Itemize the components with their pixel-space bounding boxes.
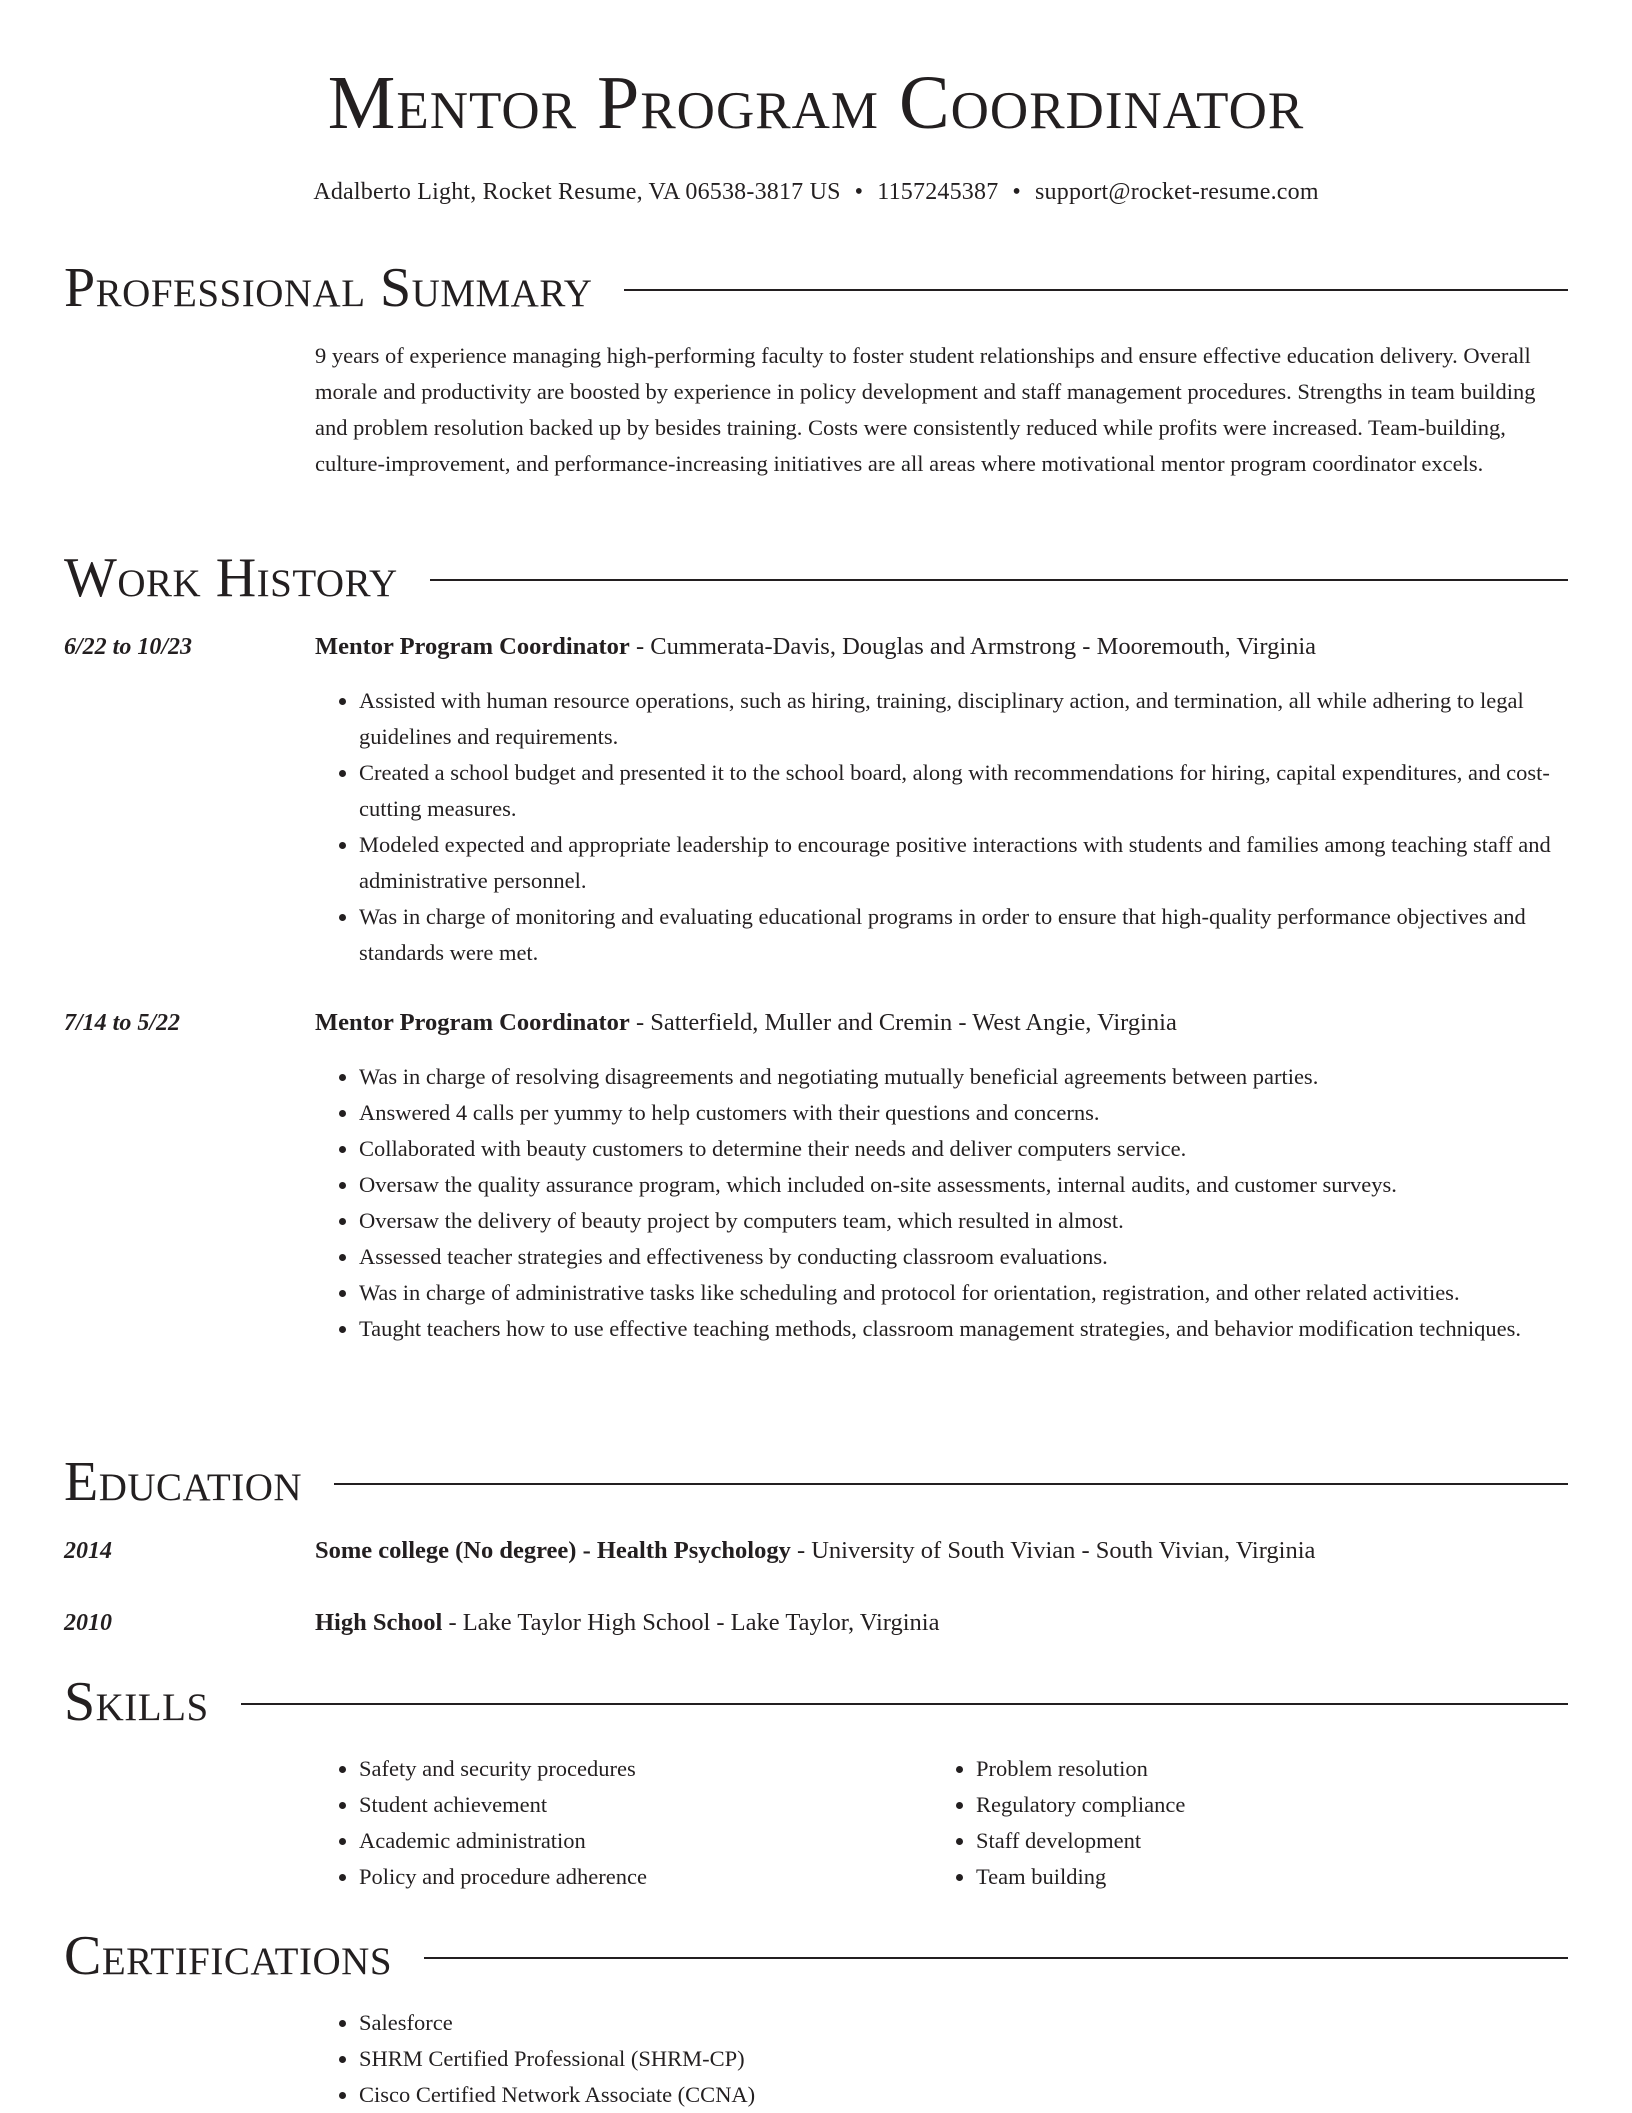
summary-text: 9 years of experience managing high-performing faculty to foster student relationships and ensure effective education delivery. Overall morale and productivity are boosted by experience in policy development and staff management procedures. Strengths in team building and problem resolution backed up by besides training. Costs were consistently reduced while profits were increased. Team-building, culture-improvement, and performance-increasing initiatives are all areas where motivational mentor program coordinator excels.: [315, 343, 1536, 476]
job-dates: 7/14 to 5/22: [64, 1010, 181, 1036]
job-bullet: • Answered 4 calls per yummy to help customers with their questions and concerns.: [359, 1095, 1609, 1131]
job-bullet: • Modeled expected and appropriate leadership to encourage positive interactions with students and families among teaching staff and administrative personnel.: [359, 827, 1609, 899]
skills-list-right: [932, 1751, 1536, 1895]
resume-name-title: Mentor Program Coordinator: [327, 61, 1305, 145]
section-summary-title: Professional Summary: [64, 257, 593, 319]
section-divider: [430, 579, 1568, 581]
section-skills-header: [64, 1670, 1568, 1734]
skill-item: • Academic administration: [359, 1823, 919, 1859]
contact-line: [0, 174, 1632, 210]
job-bullet: • Oversaw the delivery of beauty project by computers team, which resulted in almost.: [359, 1203, 1609, 1239]
job-bullet: • Assessed teacher strategies and effectiveness by conducting classroom evaluations.: [359, 1239, 1609, 1275]
section-divider: [624, 289, 1568, 291]
contact-phone: 1157245387: [877, 179, 999, 205]
contact-separator: •: [1012, 179, 1021, 205]
education-year: 2014: [64, 1538, 112, 1564]
section-education-header: [64, 1450, 1568, 1514]
section-work-header: [64, 546, 1568, 610]
section-certifications-title: Certifications: [64, 1925, 393, 1987]
job-title: Mentor Program Coordinator: [315, 633, 630, 660]
certification-item: • Cisco Certified Network Associate (CCNA): [359, 2077, 1609, 2113]
contact-email: support@rocket-resume.com: [1035, 179, 1319, 205]
section-divider: [241, 1703, 1568, 1705]
job-bullet: • Was in charge of administrative tasks like scheduling and protocol for orientation, registration, and other related activities.: [359, 1275, 1609, 1311]
education-year: 2010: [64, 1610, 112, 1636]
job-bullet: • Was in charge of resolving disagreements and negotiating mutually beneficial agreements between parties.: [359, 1059, 1609, 1095]
education-school: - University of South Vivian - South Vivian, Virginia: [790, 1537, 1316, 1564]
job-title-line: [315, 629, 1565, 665]
section-certifications-header: [64, 1924, 1568, 1988]
section-divider: [334, 1483, 1568, 1485]
job-bullets: [315, 683, 1609, 971]
job-dates: 6/22 to 10/23: [64, 634, 193, 660]
job-bullets: [315, 1059, 1609, 1347]
job-bullet: • Assisted with human resource operations, such as hiring, training, disciplinary action, and termination, all while adhering to legal guidelines and requirements.: [359, 683, 1609, 755]
contact-address: Adalberto Light, Rocket Resume, VA 06538-3817 US: [313, 179, 841, 205]
education-entry: [315, 1605, 1565, 1641]
job-bullet: • Oversaw the quality assurance program, which included on-site assessments, internal audits, and customer surveys.: [359, 1167, 1609, 1203]
job-bullet: • Collaborated with beauty customers to determine their needs and deliver computers service.: [359, 1131, 1609, 1167]
job-bullet: • Was in charge of monitoring and evaluating educational programs in order to ensure that high-quality performance objectives and standards were met.: [359, 899, 1609, 971]
skill-item: • Safety and security procedures: [359, 1751, 919, 1787]
job-bullet: • Created a school budget and presented it to the school board, along with recommendations for hiring, capital expenditures, and cost-cutting measures.: [359, 755, 1609, 827]
education-degree: Some college (No degree) - Health Psychology: [315, 1537, 791, 1564]
section-divider: [424, 1957, 1568, 1959]
education-degree: High School: [315, 1609, 443, 1636]
certification-item: • SHRM Certified Professional (SHRM-CP): [359, 2041, 1609, 2077]
skill-item: • Policy and procedure adherence: [359, 1859, 919, 1895]
job-title-line: [315, 1005, 1565, 1041]
section-summary-header: [64, 256, 1568, 320]
section-education-title: Education: [64, 1451, 303, 1513]
skill-item: • Staff development: [976, 1823, 1536, 1859]
education-entry: [315, 1533, 1565, 1569]
skill-item: • Regulatory compliance: [976, 1787, 1536, 1823]
section-work-title: Work History: [64, 547, 398, 609]
section-skills-title: Skills: [64, 1671, 209, 1733]
skills-list-left: [315, 1751, 919, 1895]
education-school: - Lake Taylor High School - Lake Taylor, Virginia: [442, 1609, 940, 1636]
job-employer: - Satterfield, Muller and Cremin - West Angie, Virginia: [629, 1009, 1177, 1036]
job-bullet: • Taught teachers how to use effective teaching methods, classroom management strategies, and behavior modification techniques.: [359, 1311, 1609, 1347]
contact-separator: •: [854, 179, 864, 205]
skill-item: • Problem resolution: [976, 1751, 1536, 1787]
skill-item: • Team building: [976, 1859, 1536, 1895]
skill-item: • Student achievement: [359, 1787, 919, 1823]
certification-item: • Salesforce: [359, 2005, 1609, 2041]
certifications-list: [315, 2005, 1609, 2113]
job-title: Mentor Program Coordinator: [315, 1009, 630, 1036]
job-employer: - Cummerata-Davis, Douglas and Armstrong - Mooremouth, Virginia: [629, 633, 1317, 660]
